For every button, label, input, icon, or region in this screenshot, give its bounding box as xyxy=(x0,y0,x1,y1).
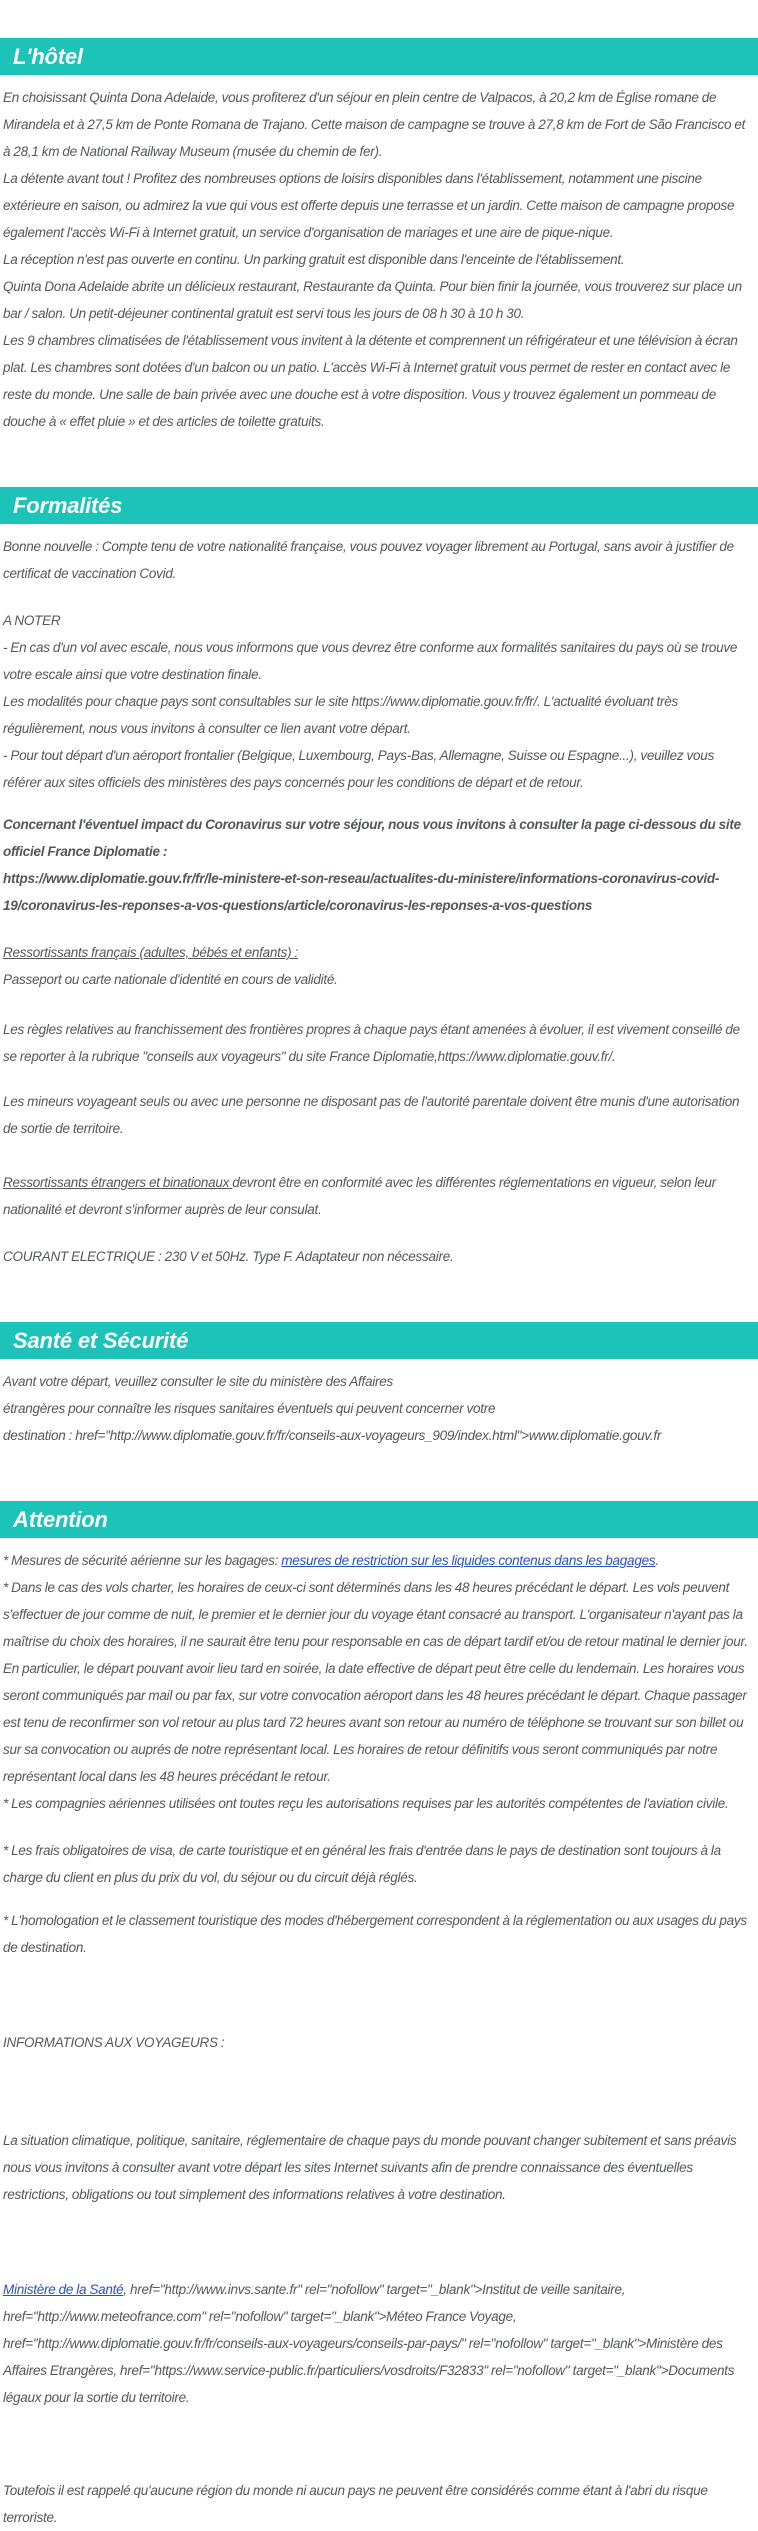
section-title: L'hôtel xyxy=(13,43,83,69)
paragraph xyxy=(3,1837,752,1891)
paragraph xyxy=(3,2154,752,2208)
paragraph xyxy=(3,939,752,966)
paragraph xyxy=(3,1169,752,1223)
text-run: Avant votre départ, veuillez consulter le site du ministère des Affaires xyxy=(3,1374,393,1389)
text-run: Quinta Dona Adelaide abrite un délicieux restaurant, Restaurante da Quinta. Pour bien finir la journée, vous trouverez sur place un bar / salon. Un petit-déjeuner continental gratuit est servi tous les jours de 08 h 30 à 10 h 30. xyxy=(3,279,742,321)
text-run: - En cas d'un vol avec escale, nous vous informons que vous devrez être conforme aux formalités sanitaires du pays où se trouve votre escale ainsi que votre destination finale. xyxy=(3,640,738,682)
text-run: * L'homologation et le classement touristique des modes d'hébergement correspondent à la réglementation ou aux usages du pays de destination. xyxy=(3,1913,747,1955)
text-run: INFORMATIONS AUX VOYAGEURS : xyxy=(3,2035,225,2050)
paragraph xyxy=(3,2276,752,2411)
section-header-formalites xyxy=(0,487,758,524)
text-run: * Dans le cas des vols charter, les horaires de ceux-ci sont déterminés dans les 48 heures précédant le départ. Les vols peuvent s'effectuer de jour comme de nuit, le premier et le dernier jour du voyage étant consacré au transport. L'organisateur n'ayant pas la maîtrise du choix des horaires, il ne saurait être tenu pour responsable en cas de départ tardif et/ou de retour matinal le dernier jour. En particulier, le départ pouvant avoir lieu tard en soirée, la date effective de départ peut être celle du lendemain. Les horaires vous seront communiqués par mail ou par fax, sur votre convocation aéroport dans les 48 heures précédant le départ. Chaque passager est tenu de reconfirmer son vol retour au plus tard 72 heures avant son retour au numéro de téléphone se trouvant sur son billet ou sur sa convocation ou auprés de notre représentant local. Les horaires de retour définitifs vous seront communiqués par notre représentant local dans les 48 heures précédant le retour. xyxy=(3,1580,748,1784)
paragraph xyxy=(3,2477,752,2531)
text-run: , href="http://www.invs.sante.fr" rel="nofollow" target="_blank">Institut de veille sanitaire, href="http://www.meteofrance.com" rel="nofollow" target="_blank">Méteo France Voyage, href="http://www.diplomatie.gouv.fr/fr/conseils-aux-voyageurs/conseils-par-pays/" rel="nofollow" target="_blank">Ministère des Affaires Etrangères, href="https://www.service-public.fr/particuliers/vosdroits/F32833" rel="nofollow" target="_blank">Documents légaux pour la sortie du territoire. xyxy=(3,2282,735,2405)
text-run: Les mineurs voyageant seuls ou avec une personne ne disposant pas de l'autorité parentale doivent être munis d'une autorisation de sortie de territoire. xyxy=(3,1094,740,1136)
paragraph xyxy=(3,1907,752,1961)
paragraph xyxy=(3,2127,752,2154)
text-run: La détente avant tout ! Profitez des nombreuses options de loisirs disponibles dans l'établissement, notamment une piscine extérieure en saison, ou admirez la vue qui vous est offerte depuis une terrasse et un jardin. Cette maison de campagne propose également l'accès Wi-Fi à Internet gratuit, un service d'organisation de mariages et une aire de pique-nique. xyxy=(3,171,735,240)
paragraph xyxy=(3,1368,752,1395)
text-run: Passeport ou carte nationale d'identité en cours de validité. xyxy=(3,972,338,987)
text-run: La situation climatique, politique, sanitaire, réglementaire de chaque pays du monde pouvant changer subitement et sans préavis xyxy=(3,2133,737,2148)
paragraph xyxy=(3,966,752,993)
section-body xyxy=(0,75,758,435)
text-run: COURANT ELECTRIQUE : 230 V et 50Hz. Type F. Adaptateur non nécessaire. xyxy=(3,1249,454,1264)
paragraph xyxy=(3,607,752,634)
section-sante-securite xyxy=(0,1322,758,1449)
section-title: Santé et Sécurité xyxy=(13,1327,189,1353)
paragraph xyxy=(3,1395,752,1422)
paragraph xyxy=(3,1790,752,1817)
text-run: - Pour tout départ d'un aéroport frontalier (Belgique, Luxembourg, Pays-Bas, Allemagne, Suisse ou Espagne...), veuillez vous référer aux sites officiels des ministères des pays concernés pour les conditions de départ et de retour. xyxy=(3,748,714,790)
paragraph xyxy=(3,1016,752,1070)
paragraph xyxy=(3,1422,752,1449)
paragraph xyxy=(3,1547,752,1574)
text-run: * Mesures de sécurité aérienne sur les bagages: xyxy=(3,1553,282,1568)
section-header-attention xyxy=(0,1501,758,1538)
text-run: La réception n'est pas ouverte en continu. Un parking gratuit est disponible dans l'enceinte de l'établissement. xyxy=(3,252,625,267)
text-run: Les 9 chambres climatisées de l'établissement vous invitent à la détente et comprennent un réfrigérateur et une télévision à écran plat. Les chambres sont dotées d'un balcon ou un patio. L'accès Wi-Fi à Internet gratuit vous permet de rester en contact avec le reste du monde. Une salle de bain privée avec une douche est à votre disposition. Vous y trouvez également un pommeau de douche à « effet pluie » et des articles de toilette gratuits. xyxy=(3,333,738,429)
paragraph xyxy=(3,742,752,796)
text-run: * Les compagnies aériennes utilisées ont toutes reçu les autorisations requises par les autorités compétentes de l'aviation civile. xyxy=(3,1796,729,1811)
paragraph xyxy=(3,1088,752,1142)
paragraph xyxy=(3,246,752,273)
paragraph xyxy=(3,84,752,165)
paragraph xyxy=(3,165,752,246)
text-run: Toutefois il est rappelé qu'aucune région du monde ni aucun pays ne peuvent être considérés comme étant à l'abri du risque terroriste. xyxy=(3,2483,708,2525)
section-formalites xyxy=(0,487,758,1270)
text-run: étrangères pour connaître les risques sanitaires éventuels qui peuvent concerner votre xyxy=(3,1401,496,1416)
text-run: * Les frais obligatoires de visa, de carte touristique et en général les frais d'entrée dans le pays de destination sont toujours à la charge du client en plus du prix du vol, du séjour ou du circuit déjà réglés. xyxy=(3,1843,721,1885)
paragraph xyxy=(3,688,752,742)
text-run: Les règles relatives au franchissement des frontières propres à chaque pays étant amenées à évoluer, il est vivement conseillé de se reporter à la rubrique "conseils aux voyageurs" du site France Diplomatie,https://www.diplomatie.gouv.fr/. xyxy=(3,1022,740,1064)
paragraph xyxy=(3,1574,752,1790)
text-run: destination : href="http://www.diplomatie.gouv.fr/fr/conseils-aux-voyageurs_909/index.html">www.diplomatie.gouv.fr xyxy=(3,1428,662,1443)
section-body xyxy=(0,524,758,1270)
text-run: En choisissant Quinta Dona Adelaide, vous profiterez d'un séjour en plein centre de Valpacos, à 20,2 km de Église romane de Mirandela et à 27,5 km de Ponte Romana de Trajano. Cette maison de campagne se trouve à 27,8 km de Fort de São Francisco et à 28,1 km de National Railway Museum (musée du chemin de fer). xyxy=(3,90,746,159)
paragraph xyxy=(3,865,752,919)
text-run: Ressortissants étrangers et binationaux xyxy=(3,1175,233,1190)
text-run: https://www.diplomatie.gouv.fr/fr/le-ministere-et-son-reseau/actualites-du-ministere/informations-coronavirus-covid-19/coronavirus-les-reponses-a-vos-questions/article/coronavirus-les-reponses-a-vos-questions xyxy=(3,871,720,913)
paragraph xyxy=(3,327,752,435)
section-body xyxy=(0,1538,758,2531)
section-body xyxy=(0,1359,758,1449)
section-attention xyxy=(0,1501,758,2531)
section-header-hotel xyxy=(0,38,758,75)
text-run: Ressortissants français (adultes, bébés et enfants) : xyxy=(3,945,299,960)
text-run: devront être en conformité avec les différentes réglementations en vigueur, selon leur nationalité et devront s'informer auprès de leur consulat. xyxy=(3,1175,716,1217)
text-link[interactable]: mesures de restriction sur les liquides contenus dans les bagages xyxy=(281,1553,656,1568)
paragraph xyxy=(3,533,752,587)
text-run: . xyxy=(655,1553,659,1568)
section-title: Attention xyxy=(13,1506,108,1532)
paragraph xyxy=(3,634,752,688)
text-run: Concernant l'éventuel impact du Coronavirus sur votre séjour, nous vous invitons à consulter la page ci-dessous du site officiel France Diplomatie : xyxy=(3,817,741,859)
section-title: Formalités xyxy=(13,492,123,518)
paragraph xyxy=(3,1243,752,1270)
text-run: Bonne nouvelle : Compte tenu de votre nationalité française, vous pouvez voyager librement au Portugal, sans avoir à justifier de certificat de vaccination Covid. xyxy=(3,539,734,581)
paragraph xyxy=(3,811,752,865)
text-run: A NOTER xyxy=(3,613,61,628)
text-run: nous vous invitons à consulter avant votre départ les sites Internet suivants afin de prendre connaissance des éventuelles restrictions, obligations ou tout simplement des informations relatives à votre destination. xyxy=(3,2160,693,2202)
text-run: Les modalités pour chaque pays sont consultables sur le site https://www.diplomatie.gouv.fr/fr/. L'actualité évoluant très régulièrement, nous vous invitons à consulter ce lien avant votre départ. xyxy=(3,694,679,736)
text-link[interactable]: Ministère de la Santé xyxy=(3,2282,124,2297)
section-hotel xyxy=(0,38,758,435)
paragraph xyxy=(3,2029,752,2056)
section-header-sante-securite xyxy=(0,1322,758,1359)
paragraph xyxy=(3,273,752,327)
